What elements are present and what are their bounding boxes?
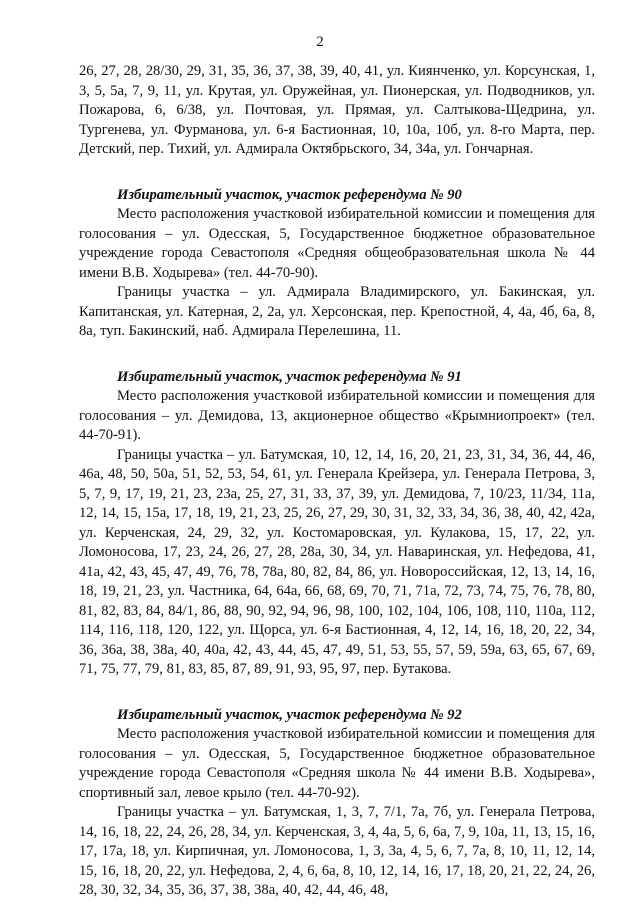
intro-paragraph: 26, 27, 28, 28/30, 29, 31, 35, 36, 37, 38, 39, 40, 41, ул. Киянченко, ул. Корсунская, 1, 3, 5, 5а, 7, 9, 11, ул. Крутая, ул. Оружейная, ул. Пионерская, ул. Подводников, ул. Пожарова, 6, 6/38, ул. Почтовая, ул. Прямая, ул. Салтыкова-Щедрина, ул. Тургенева, ул. Фурманова, ул. 6-я Бастионная, 10, 10а, 10б, ул. 8-го Марта, пер. Детский, пер. Тихий, ул. Адмирала Октябрьского, 34, 34а, ул. Гончарная. bbox=[79, 63, 595, 157]
section-location-90: Место расположения участковой избирательной комиссии и помещения для голосования – ул. Одесская, 5, Государственное бюджетное образовательное учреждение города Севастополя «Средняя общеобразовательная школа № 44 имени В.В. Ходырева» (тел. 44-70-90). bbox=[79, 206, 595, 281]
section-boundaries-92: Границы участка – ул. Батумская, 1, 3, 7, 7/1, 7а, 7б, ул. Генерала Петрова, 14, 16, 18, 22, 24, 26, 28, 34, ул. Керченская, 3, 4, 4а, 5, 6, 6а, 7, 9, 10а, 11, 13, 15, 16, 17, 17а, 18, ул. Кирпичная, ул. Ломоносова, 1, 3, 3а, 4, 5, 6, 7, 7а, 8, 10, 11, 12, 14, 15, 16, 18, 20, 22, ул. Нефедова, 2, 4, 6, 6а, 8, 10, 12, 14, 16, 17, 18, 20, 21, 22, 24, 26, 28, 30, 32, 34, 35, 36, 37, 38, 38а, 40, 42, 44, 46, 48, bbox=[79, 804, 595, 898]
section-location-92: Место расположения участковой избирательной комиссии и помещения для голосования – ул. Одесская, 5, Государственное бюджетное образовательное учреждение города Севастополя «Средняя школа № 44 имени В.В. Ходырева», спортивный зал, левое крыло (тел. 44-70-92). bbox=[79, 726, 595, 801]
section-boundaries-90: Границы участка – ул. Адмирала Владимирского, ул. Бакинская, ул. Капитанская, ул. Катерная, 2, 2а, ул. Херсонская, пер. Крепостной, 4, 4а, 4б, 6а, 8, 8а, туп. Бакинский, наб. Адмирала Перелешина, 11. bbox=[79, 284, 595, 339]
section-location-91: Место расположения участковой избирательной комиссии и помещения для голосования – ул. Демидова, 13, акционерное общество «Крымниопроект» (тел. 44-70-91). bbox=[79, 388, 595, 443]
page-number: 2 bbox=[316, 34, 324, 50]
section-boundaries-91: Границы участка – ул. Батумская, 10, 12, 14, 16, 20, 21, 23, 31, 34, 36, 44, 46, 46а, 48, 50, 50а, 51, 52, 53, 54, 61, ул. Генерала Крейзера, ул. Генерала Петрова, 3, 5, 7, 9, 17, 19, 21, 23, 23а, 25, 27, 31, 33, 37, 39, ул. Демидова, 7, 10/23, 11/34, 11а, 12, 14, 15, 15а, 17, 18, 19, 21, 23, 25, 26, 27, 29, 30, 31, 32, 33, 34, 36, 38, 40, 42, 42а, ул. Керченская, 24, 29, 32, ул. Костомаровская, ул. Кулакова, 15, 17, 22, ул. Ломоносова, 17, 23, 24, 26, 27, 28, 28а, 30, 34, ул. Наваринская, ул. Нефедова, 41, 41а, 42, 43, 45, 47, 49, 76, 78, 78а, 80, 82, 84, 86, ул. Новороссийская, 12, 13, 14, 16, 18, 19, 21, 23, ул. Частника, 64, 64а, 66, 68, 69, 70, 71, 71а, 72, 73, 74, 75, 76, 78, 80, 81, 82, 83, 84, 84/1, 86, 88, 90, 92, 94, 96, 98, 100, 102, 104, 106, 108, 110, 110а, 112, 114, 116, 118, 120, 122, ул. Щорса, ул. 6-я Бастионная, 4, 12, 14, 16, 18, 20, 22, 34, 36, 36а, 38, 38а, 40, 40а, 42, 43, 44, 45, 47, 49, 51, 53, 55, 57, 59, 59а, 63, 65, 67, 69, 71, 75, 77, 79, 81, 83, 85, 87, 89, 91, 93, 95, 97, пер. Бутакова. bbox=[79, 446, 595, 677]
section-heading-92: Избирательный участок, участок референдума № 92 bbox=[117, 706, 462, 723]
document-body bbox=[79, 62, 595, 901]
section-heading-90: Избирательный участок, участок референдума № 90 bbox=[117, 186, 462, 203]
section-heading-91: Избирательный участок, участок референдума № 91 bbox=[117, 368, 462, 385]
